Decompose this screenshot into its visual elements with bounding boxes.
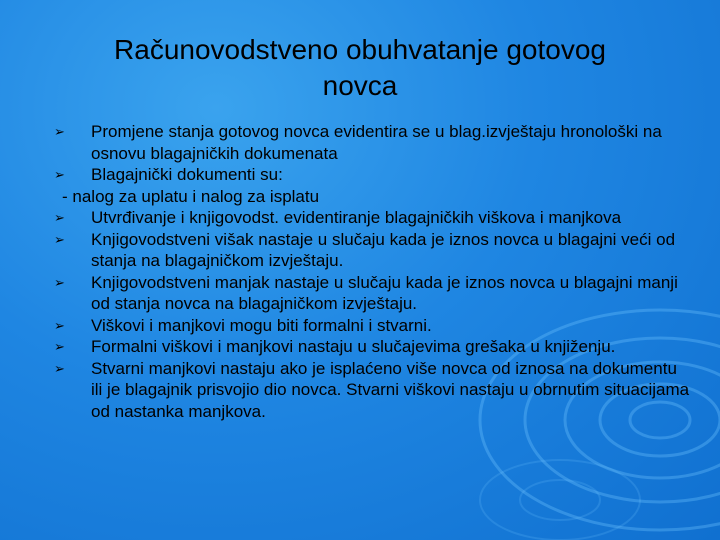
list-item (0, 164, 720, 186)
list-item (0, 229, 720, 272)
bullet-list (0, 121, 720, 422)
list-item-text: Knjigovodstveni višak nastaje u slučaju kada je iznos novca u blagajni veći od stanja na blagajničkom izvještaju. (91, 229, 676, 270)
arrow-bullet-icon: ➢ (54, 210, 65, 225)
list-item-text: Stvarni manjkovi nastaju ako je isplaćeno više novca od iznosa na dokumentu ili je blagajnik prisvojio dio novca. Stvarni viškovi nastaju u obrnutim situacijama od nastanka manjkova. (91, 358, 690, 421)
list-item (0, 121, 720, 164)
arrow-bullet-icon: ➢ (54, 360, 65, 376)
arrow-bullet-icon: ➢ (54, 274, 65, 290)
list-item-text: Blagajnički dokumenti su: (91, 165, 283, 184)
list-item-text: Promjene stanja gotovog novca evidentira se u blag.izvještaju hronološki na osnovu blagajničkih dokumenata (91, 122, 662, 163)
arrow-bullet-icon: ➢ (54, 339, 65, 354)
arrow-bullet-icon: ➢ (54, 231, 65, 247)
arrow-bullet-icon: ➢ (54, 317, 65, 333)
list-subitem: - nalog za uplatu i nalog za isplatu (62, 186, 320, 206)
slide-title (20, 32, 700, 104)
list-item-text: Viškovi i manjkovi mogu biti formalni i stvarni. (91, 315, 432, 335)
arrow-bullet-icon: ➢ (54, 124, 65, 139)
slide-title-line-1: Računovodstveno obuhvatanje gotovog (114, 34, 606, 65)
list-item (0, 336, 720, 358)
list-item (0, 207, 720, 229)
list-item-text: Formalni viškovi i manjkovi nastaju u slučajevima grešaka u knjiženju. (91, 337, 616, 356)
list-item-text: Knjigovodstveni manjak nastaje u slučaju kada je iznos novca u blagajni manji od stanja novca na blagajničkom izvještaju. (91, 272, 678, 313)
arrow-bullet-icon: ➢ (54, 167, 65, 182)
slide-title-line-2: novca (322, 70, 398, 101)
list-item (0, 272, 720, 315)
list-item (0, 358, 720, 423)
list-item-text: Utvrđivanje i knjigovodst. evidentiranje blagajničkih viškova i manjkova (91, 208, 622, 227)
list-item (0, 315, 720, 337)
